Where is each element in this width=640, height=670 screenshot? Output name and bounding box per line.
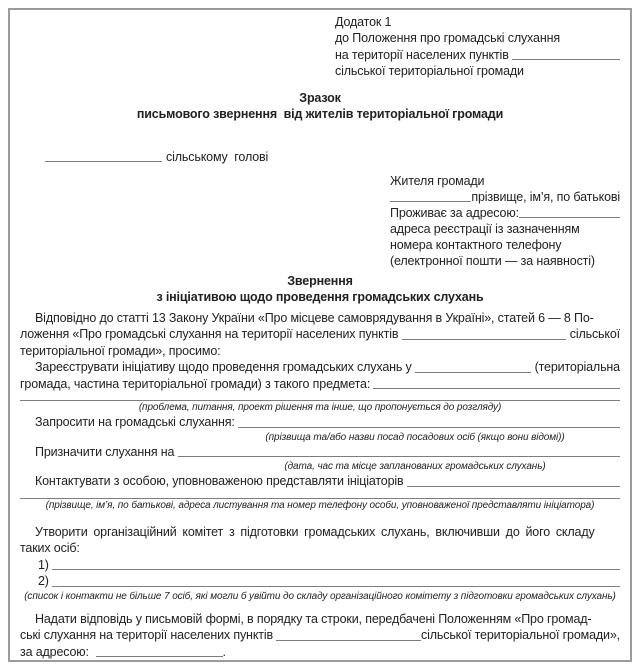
- blank-field: [512, 47, 620, 61]
- reply-paragraph-line-2-end: сільської територіальної громади»,: [420, 628, 620, 643]
- subject-heading-line-1: Звернення: [287, 274, 353, 289]
- blank-field: [519, 205, 620, 218]
- invite-hint-caption: (прізвища та/або назви посад посадових осіб (якщо вони відомі)): [265, 431, 565, 443]
- applicant-address-label: Проживає за адресою:: [390, 206, 519, 221]
- register-request-line-1: [20, 359, 620, 376]
- applicant-line-1: Жителя громади: [390, 174, 485, 189]
- committee-line-2: таких осіб:: [20, 541, 80, 556]
- schedule-hint-caption: (дата, час та місце запланованих громадських слухань): [284, 461, 546, 473]
- addressee-label: сільському голові: [166, 149, 269, 164]
- document-title: [20, 90, 620, 123]
- contact-label: Контактувати з особою, уповноваженою представляти ініціаторів: [35, 474, 407, 489]
- register-request-line-2: [20, 376, 620, 393]
- schedule-label: Призначити слухання на: [35, 444, 178, 459]
- blank-field: [52, 573, 620, 587]
- applicant-block: [390, 173, 620, 269]
- document-title-line-1: Зразок: [299, 90, 341, 105]
- blank-field: [20, 392, 620, 401]
- reply-address-line: [20, 644, 620, 661]
- applicant-address-line: [390, 205, 620, 221]
- paragraph-1-line-3: територіальної громади», просимо:: [20, 343, 221, 358]
- committee-member-line-2: [20, 573, 620, 590]
- annex-number: Додаток 1: [335, 15, 392, 29]
- committee-item-1-number: 1): [38, 557, 53, 572]
- reply-paragraph-line-1: Надати відповідь у письмовій формі, в порядку та строки, передбачені Положенням «Про громад-: [35, 611, 592, 626]
- blank-field: [407, 473, 620, 487]
- register-request-start: Зареєструвати ініціативу щодо проведення громадських слухань у: [35, 360, 415, 375]
- reply-address-label: за адресою:: [20, 644, 96, 659]
- applicant-name-hint: прізвище, ім’я, по батькові: [471, 190, 620, 205]
- reply-paragraph-line-2-start: ські слухання на території населених пунктів: [20, 628, 277, 643]
- blank-field: [402, 326, 567, 340]
- document-title-line-2: письмового звернення від жителів територіальної громади: [136, 107, 504, 122]
- annex-header: [335, 14, 620, 80]
- reply-address-period: .: [222, 644, 226, 659]
- committee-line-1: Утворити організаційний комітет з підготовки громадських слухань, включивши до його складу: [35, 524, 595, 539]
- register-request-line-2-text: громада, частина територіальної громади) з такого предмета:: [20, 376, 374, 391]
- register-request-end: (територіальна: [531, 360, 620, 375]
- blank-field: [373, 376, 620, 390]
- paragraph-1-line-2-end: сільської: [566, 327, 620, 342]
- annex-line-3-text: на території населених пунктів: [335, 47, 513, 62]
- reply-paragraph-line-2: [20, 627, 620, 644]
- committee-member-line-1: [20, 557, 620, 574]
- contact-hint-caption: (прізвище, ім’я, по батькові, адреса листування та номер телефону особи, уповноваженої представляти ініціатора): [45, 499, 595, 511]
- applicant-line-4: адреса реєстрації із зазначенням: [390, 222, 580, 237]
- blank-field: [390, 189, 471, 202]
- blank-field: [52, 557, 620, 571]
- subject-heading-line-2: з ініціативою щодо проведення громадських слухань: [156, 290, 484, 305]
- applicant-line-5: номера контактного телефону: [390, 238, 562, 253]
- blank-field: [415, 359, 531, 373]
- document-body: [20, 310, 620, 661]
- schedule-line: [20, 444, 620, 461]
- contact-line: [20, 473, 620, 490]
- applicant-line-6: (електронної пошти — за наявності): [390, 254, 595, 269]
- blank-field: [20, 490, 620, 499]
- blank-field: [178, 444, 620, 458]
- subject-heading: [20, 273, 620, 306]
- applicant-name-line: [390, 189, 620, 205]
- paragraph-1-line-2-start: ложення «Про громадські слухання на території населених пунктів: [20, 327, 402, 342]
- annex-line-4: сільської територіальної громади: [335, 64, 524, 79]
- invite-line: [20, 414, 620, 431]
- committee-hint-caption: (список і контакти не більше 7 осіб, які могли б увійти до складу організаційного комітету з підготовки громадських слухань): [24, 590, 616, 602]
- document-page: [8, 8, 632, 662]
- subject-hint-caption: (проблема, питання, проект рішення та інше, що пропонується до розгляду): [138, 402, 502, 414]
- paragraph-1-line-2: [20, 326, 620, 343]
- invite-label: Запросити на громадські слухання:: [35, 415, 238, 430]
- blank-field: [238, 414, 620, 428]
- blank-field: [45, 149, 162, 163]
- annex-line-2: до Положення про громадські слухання: [335, 31, 560, 46]
- blank-field: [276, 627, 421, 641]
- blank-field: [96, 644, 223, 658]
- addressee-line: [45, 149, 620, 166]
- committee-item-2-number: 2): [38, 574, 53, 589]
- annex-line-3: [335, 47, 620, 64]
- paragraph-1-line-1: Відповідно до статті 13 Закону України «Про місцеве самоврядування в Україні», статей 6 — 8 По-: [35, 310, 594, 325]
